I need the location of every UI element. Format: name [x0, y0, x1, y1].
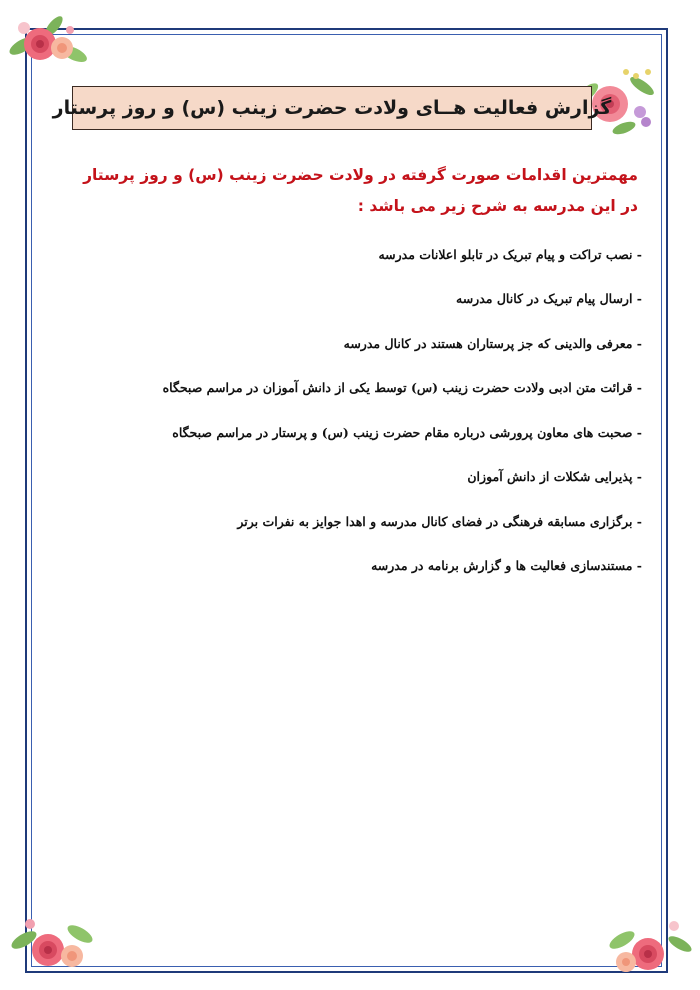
- list-item: [42, 277, 642, 322]
- rose-bouquet-icon: [4, 6, 94, 76]
- list-item-text: - مستندسازی فعالیت ها و گزارش برنامه در مدرسه: [371, 558, 642, 574]
- list-item: [42, 366, 642, 411]
- list-item-text: - برگزاری مسابقه فرهنگی در فضای کانال مدرسه و اهدا جوایز به نفرات برتر: [237, 513, 642, 529]
- page-title: گزارش فعالیت هــای ولادت حضرت زینب (س) و روز پرستار: [52, 97, 612, 119]
- rose-bouquet-icon: [8, 910, 100, 980]
- list-item: [42, 232, 642, 277]
- rose-bouquet-icon: [604, 914, 696, 984]
- list-item: [42, 544, 642, 589]
- list-item-text: - قرائت متن ادبی ولادت حضرت زینب (س) توسط یکی از دانش آموزان در مراسم صبحگاه: [162, 380, 642, 396]
- list-item: [42, 455, 642, 500]
- list-item: [42, 410, 642, 455]
- list-item-text: - صحبت های معاون پرورشی درباره مقام حضرت زینب (س) و پرستار در مراسم صبحگاه: [172, 424, 642, 440]
- intro-paragraph: مهمترین اقدامات صورت گرفته در ولادت حضرت زینب (س) و روز پرستار در این مدرسه به شرح زیر می باشد :: [83, 166, 638, 215]
- list-item: [42, 499, 642, 544]
- activity-list: [42, 232, 642, 588]
- title-banner: [52, 86, 612, 130]
- list-item-text: - نصب تراکت و پیام تبریک در تابلو اعلانات مدرسه: [378, 246, 642, 262]
- list-item-text: - معرفی والدینی که جز پرستاران هستند در کانال مدرسه: [343, 335, 642, 351]
- list-item-text: - پذیرایی شکلات از دانش آموزان: [467, 469, 642, 485]
- list-item: [42, 321, 642, 366]
- list-item-text: - ارسال پیام تبریک در کانال مدرسه: [456, 291, 642, 307]
